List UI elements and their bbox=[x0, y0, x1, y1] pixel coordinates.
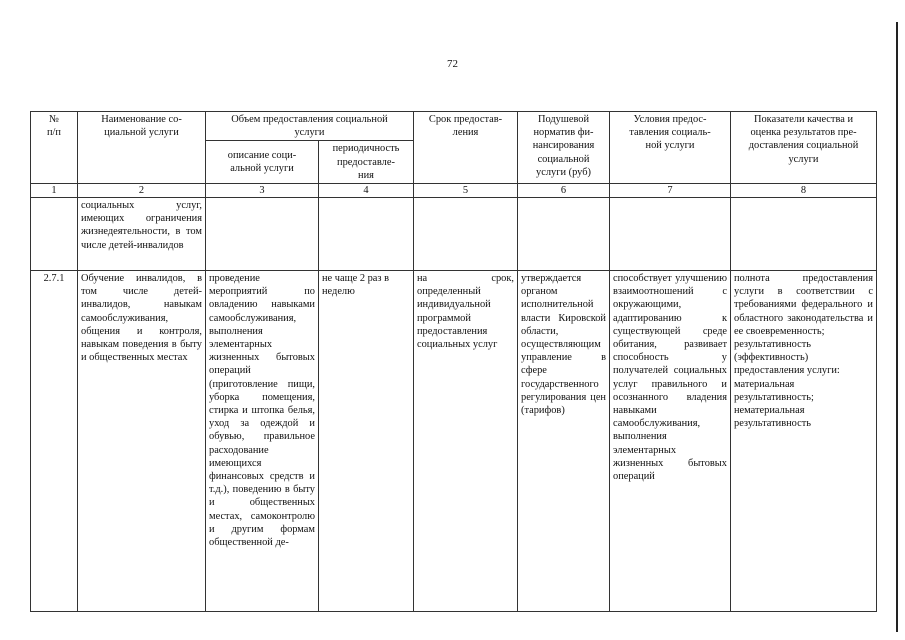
cell-row-number: 2.7.1 bbox=[31, 271, 78, 612]
cell-service-name-continued: социальных услуг, имеющих ограничения жизнедеятельности, в том числе детей-инвалидов bbox=[78, 198, 206, 271]
header-quality: Показатели качества и оценка результатов пре- доставления социальной услуги bbox=[731, 112, 877, 184]
cell-frequency: не чаще 2 раз в неделю bbox=[319, 271, 414, 612]
column-number: 1 bbox=[31, 184, 78, 198]
column-number: 5 bbox=[414, 184, 518, 198]
cell-empty bbox=[518, 198, 610, 271]
column-number: 2 bbox=[78, 184, 206, 198]
cell-empty bbox=[31, 198, 78, 271]
cell-conditions: способствует улучшению взаимоотношений с окружающими, адаптированию к существующей среде обитания, развивает способность у получателей социальных услуг правильного и осознанного владения навыками самообслуживания, выполнения элементарных жизненных бытовых операций bbox=[610, 271, 731, 612]
header-norm: Подушевой норматив фи- нансирования социальной услуги (руб) bbox=[518, 112, 610, 184]
cell-empty bbox=[206, 198, 319, 271]
column-number: 7 bbox=[610, 184, 731, 198]
column-number: 6 bbox=[518, 184, 610, 198]
table-row bbox=[31, 271, 877, 612]
header-volume: Объем предоставления социальной услуги bbox=[206, 112, 414, 141]
cell-service-description: проведение мероприятий по овладению навыками самообслуживания, выполнения элементарных жизненных бытовых операций (приготовление пищи, уборка помещения, стирка и штопка белья, уход за одеждой и обувью, правильное расходование имеющихся финансовых средств и т.д.), поведению в быту и общественных местах, самоконтролю и другим формам общественной де- bbox=[206, 271, 319, 612]
cell-empty bbox=[731, 198, 877, 271]
page-number: 72 bbox=[447, 58, 458, 70]
cell-empty bbox=[610, 198, 731, 271]
cell-service-name: Обучение инвалидов, в том числе детей-инвалидов, навыкам самообслуживания, общения и контроля, навыкам поведения в быту и общественных местах bbox=[78, 271, 206, 612]
table-row-continuation bbox=[31, 198, 877, 271]
header-volume-description: описание соци- альной услуги bbox=[206, 141, 319, 184]
column-number: 8 bbox=[731, 184, 877, 198]
column-number-row bbox=[31, 184, 877, 198]
cell-empty bbox=[414, 198, 518, 271]
header-conditions: Условия предос- тавления социаль- ной услуги bbox=[610, 112, 731, 184]
cell-quality: полнота предоставления услуги в соответствии с требованиями федерального и областного законодательства и ее своевременность; результативность (эффективность) предоставления услуги: материальная результативность; нематериальная результативность bbox=[731, 271, 877, 612]
cell-empty bbox=[319, 198, 414, 271]
cell-term: на срок, определенный индивидуальной программой предоставления социальных услуг bbox=[414, 271, 518, 612]
header-service-name: Наименование со- циальной услуги bbox=[78, 112, 206, 184]
column-number: 3 bbox=[206, 184, 319, 198]
header-num: № п/п bbox=[31, 112, 78, 184]
social-services-table bbox=[30, 111, 877, 612]
header-term: Срок предостав- ления bbox=[414, 112, 518, 184]
page-edge-rule bbox=[896, 22, 898, 632]
column-number: 4 bbox=[319, 184, 414, 198]
header-volume-frequency: периодичность предоставле- ния bbox=[319, 141, 414, 184]
header-row-top bbox=[31, 112, 877, 141]
cell-norm: утверждается органом исполнительной власти Кировской области, осуществляющим управление в сфере государственного регулирования цен (тарифов) bbox=[518, 271, 610, 612]
